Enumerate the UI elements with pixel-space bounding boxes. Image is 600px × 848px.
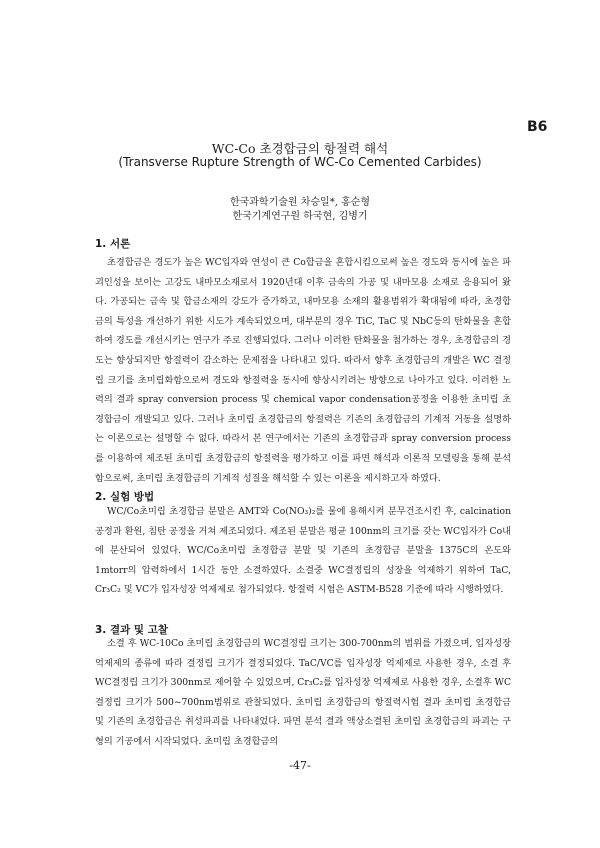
paper-code: B6: [527, 119, 548, 135]
section-body-introduction: 초경합금은 경도가 높은 WC입자와 연성이 큰 Co합금을 혼합시킴으로써 높은 경도와 동시에 높은 파괴인성을 보이는 고강도 내마모소재로서 1920년대 이후 금속의 가공 및 내마모용 소재로 응용되어 왔다. 가공되는 금속 및 합금소재의 강도가 증가하고, 내마모용 소재의 활용범위가 확대됨에 따라, 초경합금의 특성을 개선하기 위한 시도가 계속되었으며, 대부분의 경우 TiC, TaC 및 NbC등의 탄화물을 혼합하여 경도를 개선시키는 연구가 주로 진행되었다. 그러나 이러한 탄화물을 첨가하는 경우, 초경합금의 경도는 향상되지만 항절력이 감소하는 문제점을 나타내고 있다. 따라서 향후 초경합금의 개발은 WC 결정립 크기를 초미립화함으로써 경도와 항절력을 동시에 향상시키려는 방향으로 나아가고 있다. 이러한 노력의 결과 spray conversion process 및 chemical vapor condensation공정을 이용한 초미립 초경합금이 개발되고 있다. 그러나 초미립 초경합금의 항절력은 기존의 초경합금의 기계적 거동을 설명하는 이론으로는 설명할 수 없다. 따라서 본 연구에서는 기존의 초경합금과 spray conversion process를 이용하여 제조된 초미립 초경합금의 항절력을 평가하고 이를 파면 해석과 이론적 모델링을 통해 분석함으로써, 초미립 초경합금의 기계적 성질을 해석할 수 있는 이론을 제시하고자 하였다.: [95, 257, 511, 484]
section-heading-methods: 2. 실험 방법: [95, 491, 155, 503]
paper-title-english: (Transverse Rupture Strength of WC-Co Cemented Carbides): [118, 155, 482, 169]
section-heading-introduction: 1. 서론: [95, 238, 131, 250]
page-number: -47-: [289, 759, 311, 772]
author-line: 한국기계연구원 하국현, 김병기: [232, 211, 368, 222]
paper-title-korean: WC-Co 초경합금의 항절력 해석: [211, 141, 389, 156]
section-heading-results: 3. 결과 및 고찰: [95, 624, 168, 636]
author-line: 한국과학기술원 차승일*, 홍순형: [229, 197, 371, 208]
section-body-results: 소결 후 WC-10Co 초미립 초경합금의 WC결정립 크기는 300-700nm의 범위를 가졌으며, 입자성장 억제제의 종류에 따라 결정립 크기가 결정되었다. TaC/VC를 입자성장 억제제로 사용한 경우, 소결 후 WC결정립 크기가 300nm로 제어할 수 있었으며, Cr₃C₂를 입자성장 억제제로 사용한 경우, 소결후 WC결정립 크기가 500~700nm범위로 관찰되었다. 초미립 초경합금의 항절력시험 결과 초미립 초경합금 및 기존의 초경합금은 취성파괴를 나타내었다. 파면 분석 결과 액상소결된 초미립 초경합금의 파괴는 구형의 기공에서 시작되었다. 초미립 초경합금의: [95, 638, 511, 747]
section-body-methods: WC/Co초미립 초경합금 분말은 AMT와 Co(NO₃)₂를 물에 용해시켜 분무건조시킨 후, calcination공정과 환원, 침탄 공정을 거쳐 제조되었다. 제조된 분말은 평균 100nm의 크기를 갖는 WC입자가 Co내에 분산되어 있었다. WC/Co초미립 초경합금 분말 및 기존의 초경합금 분말을 1375C의 온도와 1mtorr의 압력하에서 1시간 동안 소결하였다. 소결중 WC결정립의 성장을 억제하기 위하여 TaC, Cr₃C₂ 및 VC가 입자성장 억제제로 첨가되었다. 항절력 시험은 ASTM-B528 기준에 따라 시행하였다.: [95, 506, 511, 596]
